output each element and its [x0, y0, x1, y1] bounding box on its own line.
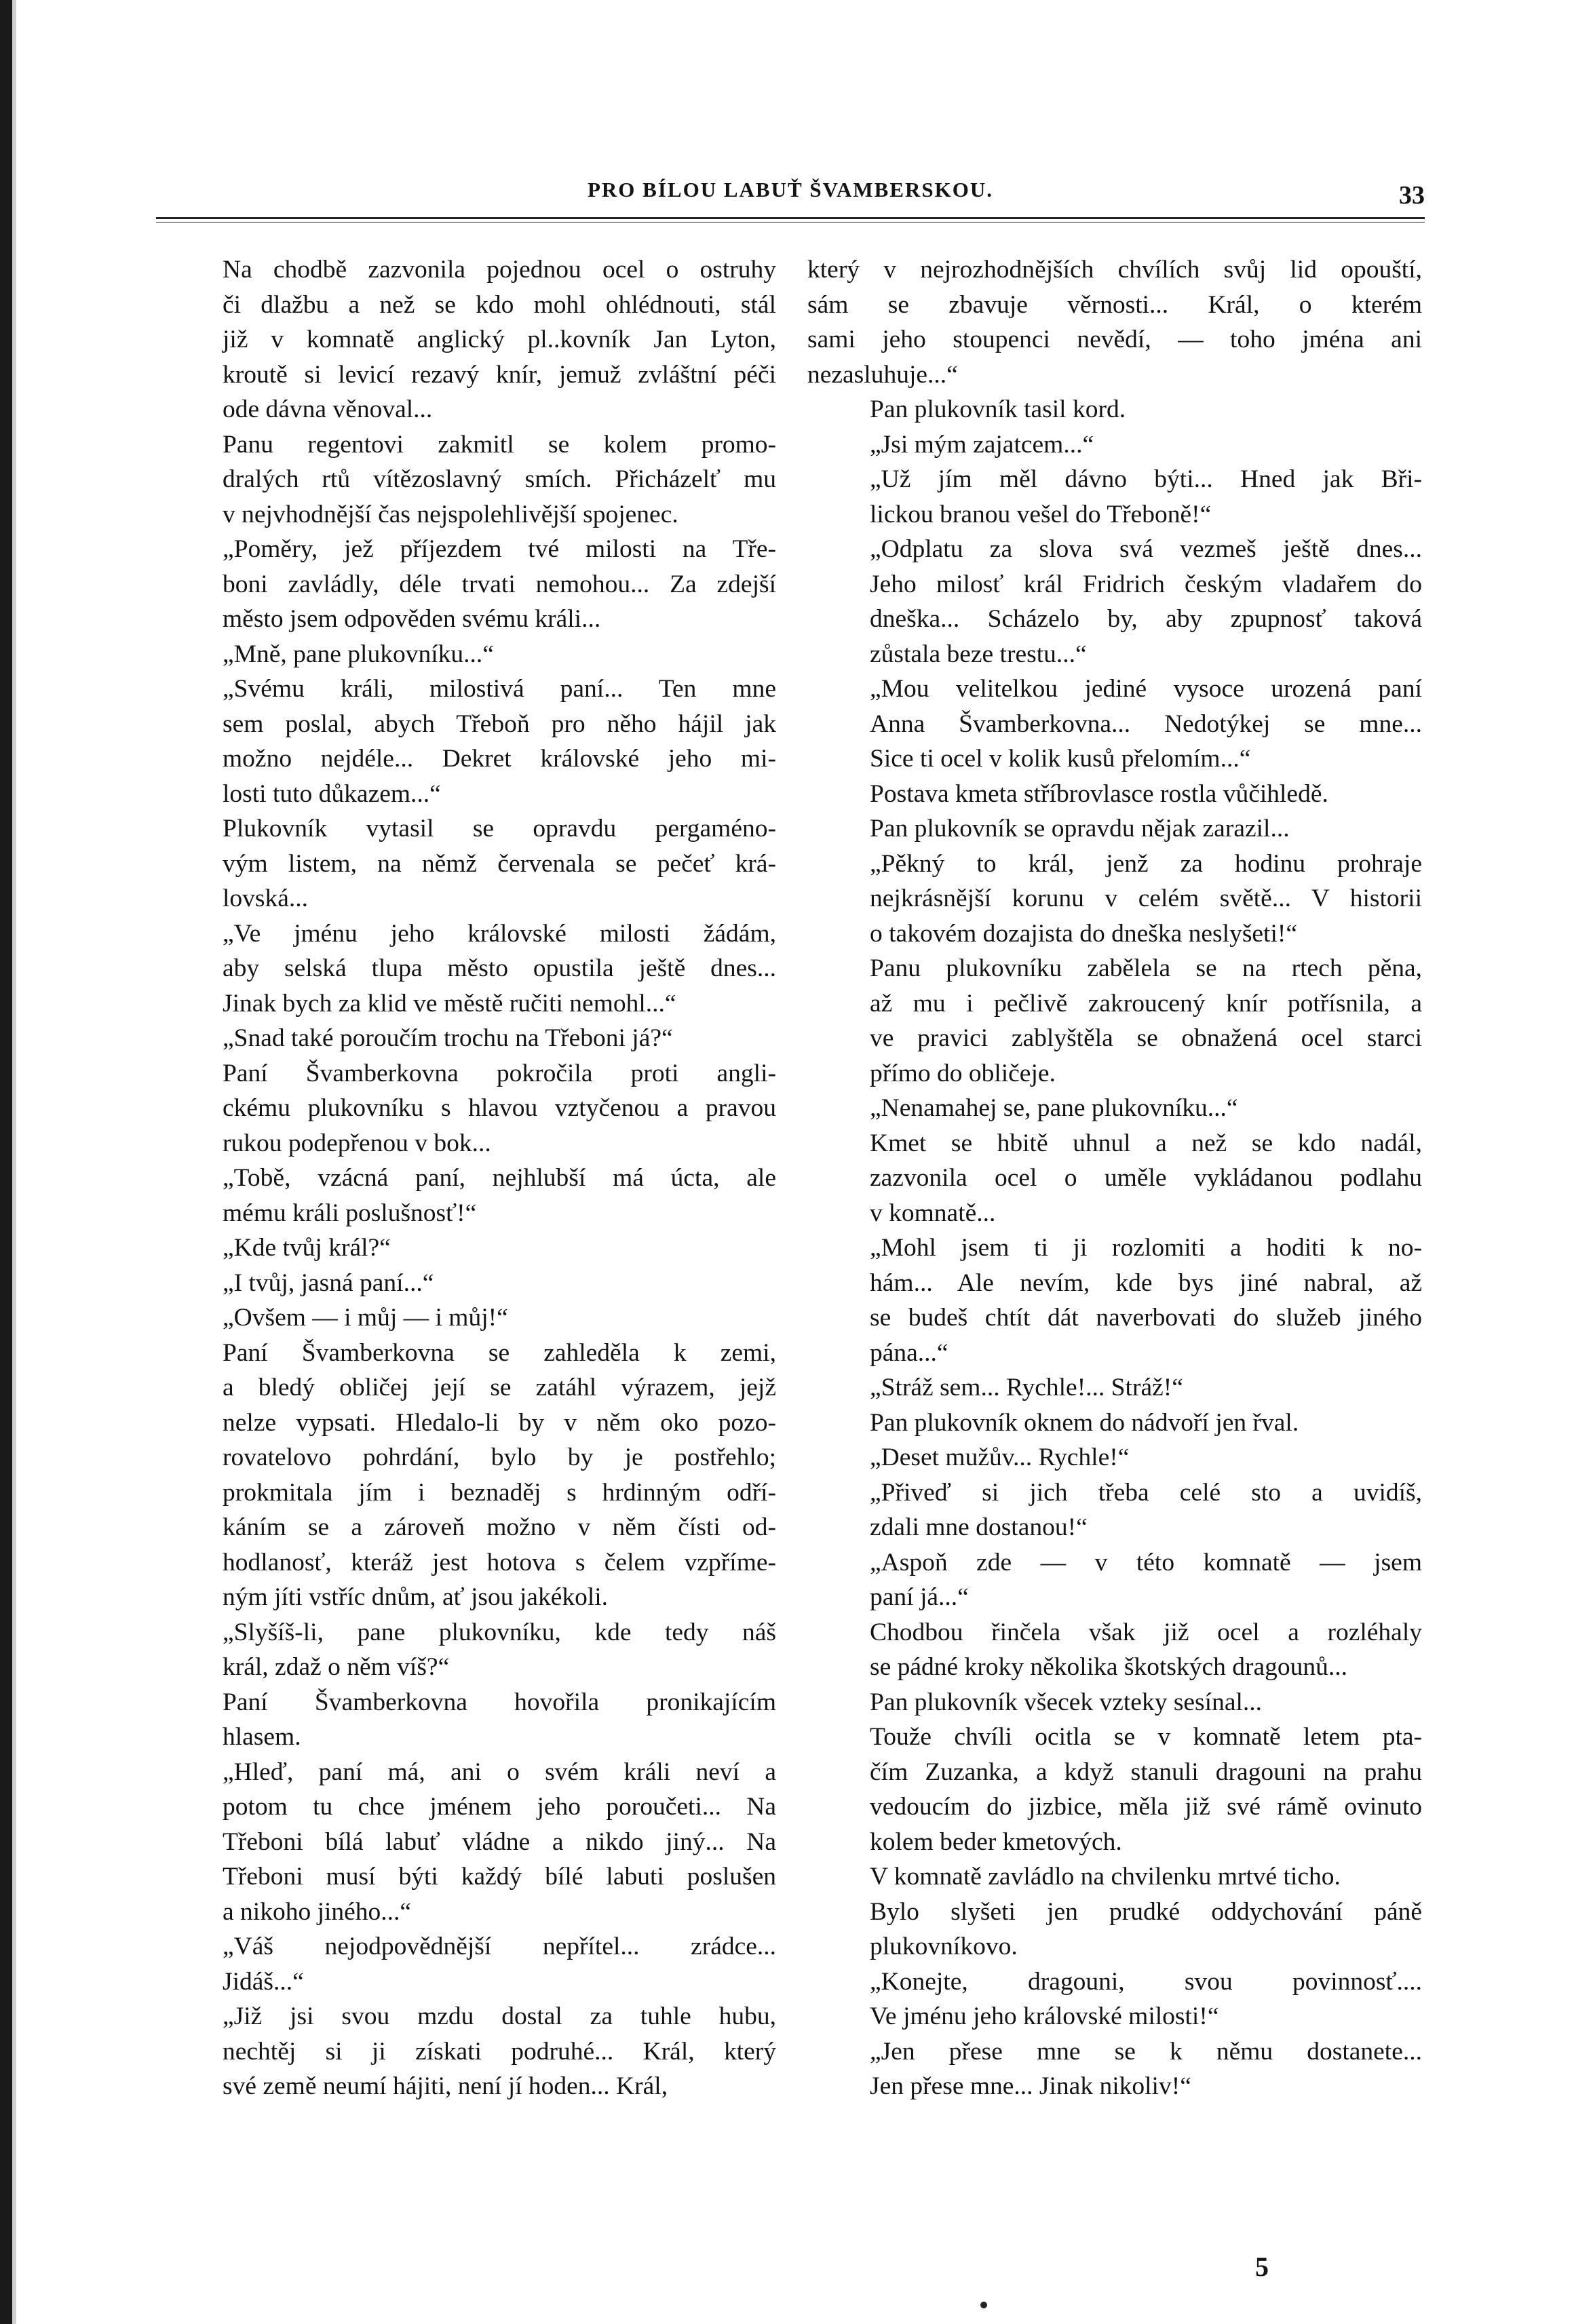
- text-line: paní já...“: [870, 1583, 969, 1611]
- text-line: kolem beder kmetových.: [870, 1827, 1122, 1856]
- text-line: „I tvůj, jasná paní...“: [223, 1268, 434, 1297]
- left-column: [160, 252, 776, 2104]
- text-line: „Snad také poroučím trochu na Třeboni já?“: [223, 1024, 673, 1052]
- text-line: Plukovník vytasil se opravdu pergaméno-: [223, 815, 776, 843]
- text-line: sami jeho stoupenci nevědí, — toho jména ani: [807, 326, 1422, 353]
- text-line: vedoucím do jizbice, měla již své rámě ovinuto: [870, 1793, 1422, 1821]
- text-line: Chodbou řinčela však již ocel a rozléhaly: [870, 1618, 1422, 1646]
- text-line: nezasluhuje...“: [807, 360, 958, 389]
- paragraph: [160, 532, 776, 637]
- text-line: a nikoho jiného...“: [223, 1897, 412, 1926]
- text-line: „Přiveď si jich třeba celé sto a uvidíš,: [870, 1478, 1422, 1507]
- text-line: dralých rtů vítězoslavný smích. Přicházelť mu: [223, 465, 776, 493]
- text-line: kroutě si levicí rezavý knír, jemuž zvláštní péči: [223, 360, 776, 389]
- text-line: „Váš nejodpovědnější nepřítel... zrádce...: [223, 1933, 776, 1960]
- text-line: „Odplatu za slova svá vezmeš ještě dnes...: [870, 535, 1422, 563]
- text-line: Ve jménu jeho královské milosti!“: [870, 2002, 1219, 2030]
- text-line: „Deset mužův... Rychle!“: [870, 1444, 1130, 1471]
- paragraph: [160, 1021, 776, 1056]
- paragraph: [160, 427, 776, 532]
- paragraph: [807, 252, 1422, 392]
- text-line: „Kde tvůj král?“: [223, 1234, 391, 1262]
- text-line: Třeboni musí býti každý bílé labuti poslušen: [223, 1863, 776, 1891]
- page-number: 33: [1399, 181, 1425, 210]
- paragraph: [807, 1370, 1422, 1406]
- paragraph: [160, 1336, 776, 1615]
- text-line: káním se a zároveň možno v něm čísti od-: [223, 1513, 776, 1541]
- paragraph: [807, 672, 1422, 777]
- page-header: [156, 178, 1425, 208]
- paragraph: [160, 672, 776, 811]
- text-line: nejkrásnější korunu v celém světě... V historii: [870, 885, 1422, 912]
- text-line: „Aspoň zde — v této komnatě — jsem: [870, 1548, 1422, 1576]
- text-line: Paní Švamberkovna hovořila pronikajícím: [223, 1688, 776, 1716]
- paragraph: [160, 916, 776, 1022]
- text-line: zdali mne dostanou!“: [870, 1513, 1088, 1541]
- text-line: Paní Švamberkovna se zahleděla k zemi,: [223, 1338, 776, 1367]
- text-line: Na chodbě zazvonila pojednou ocel o ostruhy: [223, 256, 776, 284]
- paragraph: [807, 777, 1422, 812]
- text-line: a bledý obličej její se zatáhl výrazem, jejž: [223, 1374, 776, 1401]
- text-line: „Tobě, vzácná paní, nejhlubší má úcta, ale: [223, 1164, 776, 1192]
- text-line: boni zavládly, déle trvati nemohou... Za zdejší: [223, 570, 776, 598]
- text-line: Touže chvíli ocitla se v komnatě letem pta-: [870, 1723, 1422, 1751]
- header-rule: [156, 217, 1425, 219]
- paragraph: [807, 1895, 1422, 1964]
- paragraph: [160, 637, 776, 672]
- text-line: Anna Švamberkovna... Nedotýkej se mne...: [870, 710, 1422, 738]
- paragraph: [807, 462, 1422, 532]
- text-line: který v nejrozhodnějších chvílích svůj lid opouští,: [807, 256, 1422, 284]
- text-line: „Jen přese mne se k němu dostanete...: [870, 2037, 1422, 2066]
- text-line: ve pravici zablyštěla se obnažená ocel starci: [870, 1024, 1422, 1052]
- right-column: [807, 252, 1422, 2104]
- paragraph: [807, 1475, 1422, 1545]
- text-line: aby selská tlupa město opustila ještě dnes...: [223, 954, 776, 982]
- paragraph: [807, 427, 1422, 463]
- paragraph: [807, 1720, 1422, 1859]
- text-line: „Svému králi, milostivá paní... Ten mne: [223, 675, 776, 703]
- text-line: „Mou velitelkou jediné vysoce urozená paní: [870, 675, 1422, 703]
- paragraph: [807, 951, 1422, 1091]
- text-line: Jidáš...“: [223, 1967, 304, 1996]
- paragraph: [807, 1126, 1422, 1231]
- ink-speck: [980, 2302, 987, 2308]
- text-line: Pan plukovník tasil kord.: [870, 395, 1126, 423]
- text-line: město jsem odpověden svému králi...: [223, 605, 601, 633]
- text-line: Jinak bych za klid ve městě ručiti nemohl...“: [223, 989, 676, 1018]
- scan-left-shadow: [12, 0, 16, 2324]
- text-line: čím Zuzanka, a když stanuli dragouni na prahu: [870, 1758, 1422, 1786]
- text-line: „Mohl jsem ti ji rozlomiti a hoditi k no-: [870, 1234, 1422, 1262]
- paragraph: [807, 1964, 1422, 2034]
- text-line: či dlažbu a než se kdo mohl ohlédnouti, stál: [223, 290, 776, 319]
- running-title: PRO BÍLOU LABUŤ ŠVAMBERSKOU.: [587, 178, 994, 201]
- text-line: „Pěkný to král, jenž za hodinu prohraje: [870, 849, 1422, 878]
- paragraph: [160, 1929, 776, 1999]
- text-line: až mu i pečlivě zakroucený knír potřísnila, a: [870, 989, 1422, 1018]
- text-line: „Konejte, dragouni, svou povinnosť....: [870, 1967, 1422, 1996]
- text-line: Pan plukovník se opravdu nějak zarazil...: [870, 815, 1290, 843]
- paragraph: [160, 1161, 776, 1231]
- text-line: prokmitala jím i beznaděj s hrdinným odří-: [223, 1478, 776, 1507]
- text-line: Pan plukovník oknem do nádvoří jen řval.: [870, 1408, 1299, 1437]
- paragraph: [807, 1406, 1422, 1441]
- text-line: „Nenamahej se, pane plukovníku...“: [870, 1094, 1238, 1122]
- text-line: „Ovšem — i můj — i můj!“: [223, 1304, 508, 1332]
- text-line: pána...“: [870, 1338, 948, 1367]
- paragraph: [807, 1859, 1422, 1895]
- text-line: nelze vypsati. Hledalo-li by v něm oko pozo-: [223, 1408, 776, 1437]
- text-line: vým listem, na němž červenala se pečeť krá-: [223, 849, 776, 878]
- text-line: lovská...: [223, 885, 309, 912]
- paragraph: [807, 392, 1422, 427]
- text-line: mému králi poslušnosť!“: [223, 1199, 477, 1227]
- paragraph: [807, 532, 1422, 672]
- text-line: Jen přese mne... Jinak nikoliv!“: [870, 2072, 1191, 2100]
- text-line: „Už jím měl dávno býti... Hned jak Bři-: [870, 465, 1422, 493]
- text-line: své země neumí hájiti, není jí hoden... Král,: [223, 2072, 668, 2100]
- paragraph: [807, 1231, 1422, 1370]
- paragraph: [807, 2034, 1422, 2104]
- text-line: dneška... Scházelo by, aby zpupnosť taková: [870, 605, 1422, 633]
- paragraph: [160, 1755, 776, 1930]
- paragraph: [160, 1685, 776, 1755]
- text-line: již v komnatě anglický pl..kovník Jan Lyton,: [223, 326, 776, 353]
- paragraph: [160, 1056, 776, 1161]
- text-line: sám se zbavuje věrnosti... Král, o kterém: [807, 290, 1422, 319]
- text-line: ode dávna věnoval...: [223, 395, 433, 423]
- text-line: rukou podepřenou v bok...: [223, 1129, 491, 1157]
- text-line: losti tuto důkazem...“: [223, 779, 441, 808]
- paragraph: [807, 1545, 1422, 1615]
- text-line: sem poslal, abych Třeboň pro něho hájil jak: [223, 710, 776, 738]
- text-line: se pádné kroky několika škotských dragounů...: [870, 1653, 1348, 1681]
- text-line: Bylo slyšeti jen prudké oddychování páně: [870, 1897, 1422, 1926]
- printer-signature: 5: [1255, 2251, 1269, 2282]
- scan-left-edge: [0, 0, 12, 2324]
- text-line: lickou branou vešel do Třeboně!“: [870, 500, 1212, 528]
- text-line: o takovém dozajista do dneška neslyšeti!“: [870, 919, 1298, 948]
- text-line: Panu plukovníku zabělela se na rtech pěna,: [870, 954, 1422, 982]
- text-line: hám... Ale nevím, kde bys jiné nabral, až: [870, 1268, 1422, 1297]
- paragraph: [807, 1440, 1422, 1475]
- text-line: hlasem.: [223, 1723, 301, 1751]
- text-line: V komnatě zavládlo na chvilenku mrtvé ticho.: [870, 1863, 1341, 1891]
- paragraph: [807, 1685, 1422, 1720]
- text-line: „Slyšíš-li, pane plukovníku, kde tedy náš: [223, 1618, 776, 1646]
- text-line: „Hleď, paní má, ani o svém králi neví a: [223, 1758, 776, 1786]
- text-line: „Jsi mým zajatcem...“: [870, 430, 1094, 459]
- text-line: Paní Švamberkovna pokročila proti angli-: [223, 1059, 776, 1087]
- text-line: hodlanosť, kteráž jest hotova s čelem vzpříme-: [223, 1548, 776, 1576]
- paragraph: [160, 1615, 776, 1685]
- text-line: ným jíti vstříc dnům, ať jsou jakékoli.: [223, 1583, 609, 1611]
- text-line: Sice ti ocel v kolik kusů přelomím...“: [870, 745, 1251, 773]
- paragraph: [160, 1999, 776, 2104]
- text-line: Třeboni bílá labuť vládne a nikdo jiný... Na: [223, 1827, 776, 1856]
- text-line: král, zdaž o něm víš?“: [223, 1653, 450, 1681]
- paragraph: [160, 811, 776, 916]
- text-line: v nejvhodnější čas nejspolehlivější spojenec.: [223, 500, 678, 528]
- text-line: Pan plukovník všecek vzteky sesínal...: [870, 1688, 1263, 1716]
- paragraph: [160, 1266, 776, 1301]
- text-line: „Již jsi svou mzdu dostal za tuhle hubu,: [223, 2002, 776, 2030]
- text-line: potom tu chce jménem jeho poroučeti... Na: [223, 1793, 776, 1821]
- text-line: zůstala beze trestu...“: [870, 640, 1087, 668]
- text-line: Jeho milosť král Fridrich českým vladařem do: [870, 570, 1422, 598]
- paragraph: [160, 1231, 776, 1266]
- text-line: „Ve jménu jeho královské milosti žádám,: [223, 919, 776, 948]
- paragraph: [807, 811, 1422, 847]
- paragraph: [160, 252, 776, 427]
- text-line: Panu regentovi zakmitl se kolem promo-: [223, 430, 776, 459]
- paragraph: [807, 1615, 1422, 1685]
- text-line: nechtěj si ji získati podruhé... Král, který: [223, 2037, 776, 2066]
- text-line: zazvonila ocel o uměle vykládanou podlahu: [870, 1164, 1422, 1192]
- text-line: plukovníkovo.: [870, 1933, 1018, 1960]
- text-line: se budeš chtít dát naverbovati do služeb jiného: [870, 1304, 1422, 1332]
- paragraph: [160, 1300, 776, 1336]
- paragraph: [807, 847, 1422, 952]
- text-line: ckému plukovníku s hlavou vztyčenou a pravou: [223, 1094, 776, 1122]
- text-line: přímo do obličeje.: [870, 1059, 1056, 1087]
- text-line: v komnatě...: [870, 1199, 996, 1227]
- paragraph: [807, 1091, 1422, 1126]
- text-line: rovatelovo pohrdání, bylo by je postřehlo;: [223, 1444, 776, 1471]
- text-line: Kmet se hbitě uhnul a než se kdo nadál,: [870, 1129, 1422, 1157]
- text-line: Postava kmeta stříbrovlasce rostla vůčihledě.: [870, 779, 1328, 808]
- text-line: možno nejdéle... Dekret královské jeho mi-: [223, 745, 776, 773]
- text-line: „Poměry, jež příjezdem tvé milosti na Tře-: [223, 535, 776, 563]
- text-line: „Stráž sem... Rychle!... Stráž!“: [870, 1374, 1183, 1401]
- text-line: „Mně, pane plukovníku...“: [223, 640, 494, 668]
